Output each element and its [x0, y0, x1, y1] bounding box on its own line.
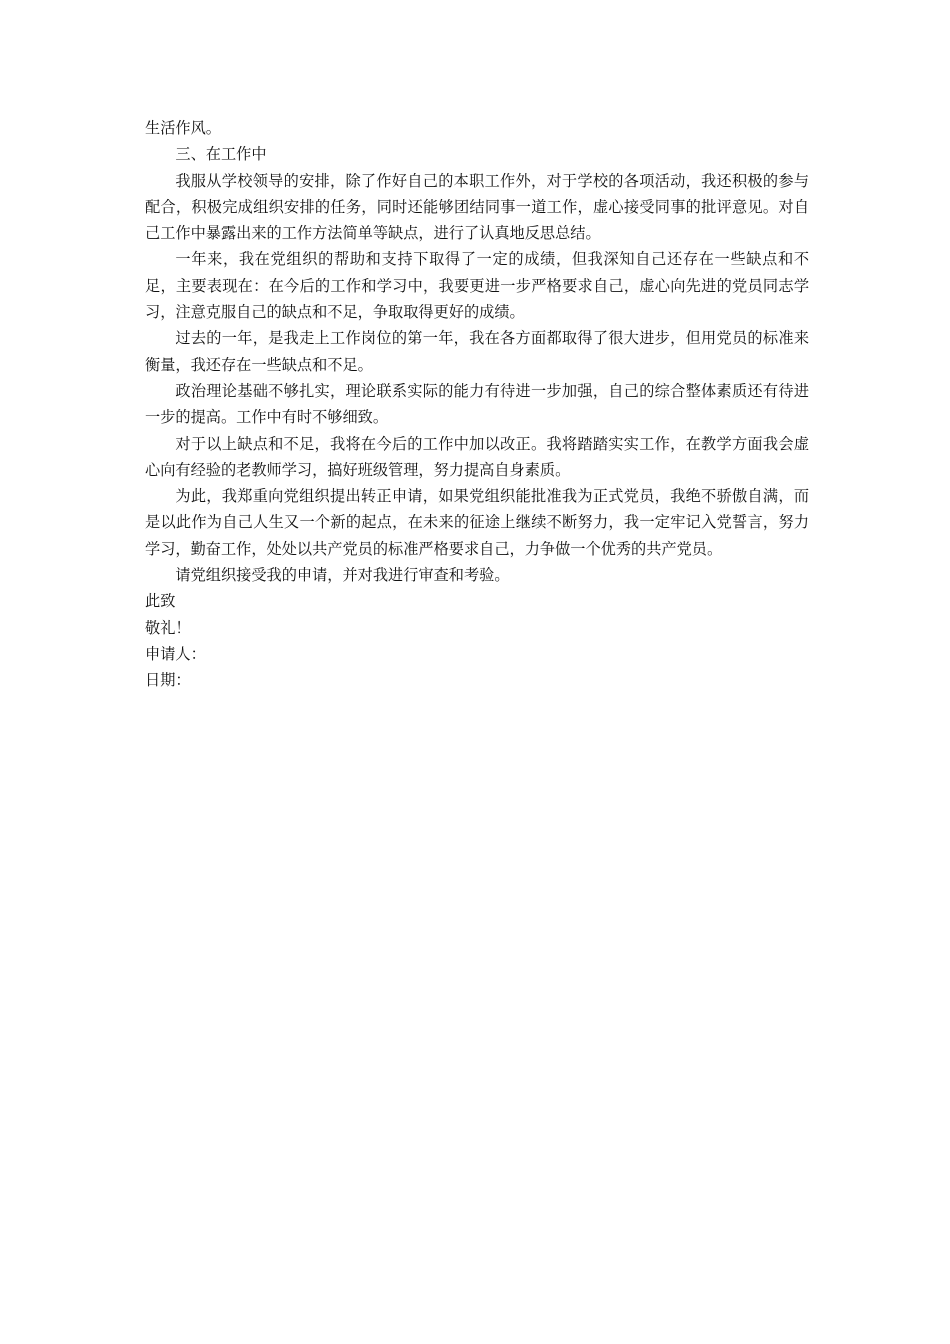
- closing-salutation: 此致: [145, 592, 176, 611]
- applicant-label: 申请人：: [145, 644, 206, 663]
- closing-regards: 敬礼！: [145, 618, 191, 637]
- date-label: 日期：: [145, 671, 191, 690]
- paragraph-past-year: 过去的一年，是我走上工作岗位的第一年，我在各方面都取得了很大进步，但用党员的标准来衡量，我还存在一些缺点和不足。: [145, 329, 809, 374]
- paragraph-request: 请党组织接受我的申请，并对我进行审查和考验。: [175, 566, 510, 585]
- paragraph-shortcomings: 政治理论基础不够扎实，理论联系实际的能力有待进一步加强，自己的综合整体素质还有待进一步的提高。工作中有时不够细致。: [145, 381, 809, 427]
- paragraph-work: 我服从学校领导的安排，除了作好自己的本职工作外，对于学校的各项活动，我还积极的参与配合，积极完成组织安排的任务，同时还能够团结同事一道工作，虚心接受同事的批评意见。对自己工作中暴露出来的工作方法简单等缺点，进行了认真地反思总结。: [145, 171, 809, 243]
- paragraph-achievements: 一年来，我在党组织的帮助和支持下取得了一定的成绩，但我深知自己还存在一些缺点和不足，主要表现在：在今后的工作和学习中，我要更进一步严格要求自己，虚心向先进的党员同志学习，注意克服自己的缺点和不足，争取取得更好的成绩。: [145, 250, 809, 322]
- section-heading: 三、在工作中: [175, 145, 267, 164]
- paragraph-improvement: 对于以上缺点和不足，我将在今后的工作中加以改正。我将踏踏实实工作，在教学方面我会虚心向有经验的老教师学习，搞好班级管理，努力提高自身素质。: [145, 434, 809, 479]
- document-body: [145, 115, 809, 694]
- paragraph-application: 为此，我郑重向党组织提出转正申请，如果党组织能批准我为正式党员，我绝不骄傲自满，而是以此作为自己人生又一个新的起点，在未来的征途上继续不断努力，我一定牢记入党誓言，努力学习，勤奋工作，处处以共产党员的标准严格要求自己，力争做一个优秀的共产党员。: [145, 487, 809, 558]
- paragraph-intro-fragment: 生活作风。: [145, 119, 221, 137]
